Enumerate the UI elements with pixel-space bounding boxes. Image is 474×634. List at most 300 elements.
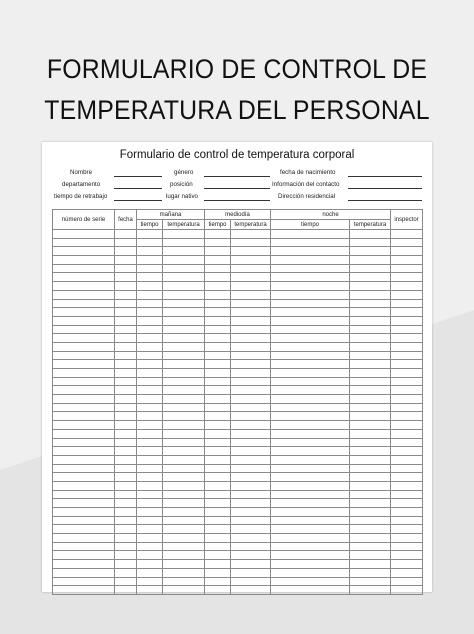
table-cell[interactable] — [350, 438, 391, 447]
table-cell[interactable] — [115, 256, 137, 265]
table-cell[interactable] — [137, 455, 163, 464]
table-cell[interactable] — [115, 360, 137, 369]
table-cell[interactable] — [163, 560, 205, 569]
table-cell[interactable] — [115, 438, 137, 447]
table-cell[interactable] — [205, 542, 231, 551]
table-cell[interactable] — [391, 464, 423, 473]
table-cell[interactable] — [231, 429, 271, 438]
table-cell[interactable] — [350, 568, 391, 577]
table-cell[interactable] — [391, 568, 423, 577]
table-cell[interactable] — [137, 421, 163, 430]
table-cell[interactable] — [137, 534, 163, 543]
field-line-informacion-contacto[interactable] — [348, 188, 422, 189]
table-cell[interactable] — [205, 316, 231, 325]
table-cell[interactable] — [53, 412, 115, 421]
table-cell[interactable] — [53, 473, 115, 482]
table-cell[interactable] — [163, 247, 205, 256]
field-line-posicion[interactable] — [204, 188, 270, 189]
table-cell[interactable] — [137, 438, 163, 447]
table-cell[interactable] — [391, 386, 423, 395]
table-cell[interactable] — [231, 438, 271, 447]
table-cell[interactable] — [391, 342, 423, 351]
table-cell[interactable] — [205, 534, 231, 543]
table-cell[interactable] — [391, 542, 423, 551]
table-cell[interactable] — [271, 395, 350, 404]
table-cell[interactable] — [163, 403, 205, 412]
table-cell[interactable] — [391, 308, 423, 317]
table-cell[interactable] — [115, 499, 137, 508]
table-cell[interactable] — [271, 525, 350, 534]
table-cell[interactable] — [231, 560, 271, 569]
table-cell[interactable] — [271, 508, 350, 517]
field-line-genero[interactable] — [204, 176, 270, 177]
table-cell[interactable] — [350, 560, 391, 569]
table-cell[interactable] — [391, 499, 423, 508]
table-cell[interactable] — [350, 334, 391, 343]
table-cell[interactable] — [137, 351, 163, 360]
table-cell[interactable] — [350, 412, 391, 421]
table-cell[interactable] — [53, 586, 115, 595]
table-cell[interactable] — [231, 282, 271, 291]
table-cell[interactable] — [115, 473, 137, 482]
table-cell[interactable] — [231, 299, 271, 308]
table-cell[interactable] — [137, 282, 163, 291]
table-cell[interactable] — [350, 247, 391, 256]
table-cell[interactable] — [53, 325, 115, 334]
table-cell[interactable] — [163, 351, 205, 360]
table-cell[interactable] — [205, 490, 231, 499]
table-cell[interactable] — [231, 403, 271, 412]
table-cell[interactable] — [163, 568, 205, 577]
table-cell[interactable] — [115, 334, 137, 343]
table-cell[interactable] — [53, 290, 115, 299]
table-cell[interactable] — [391, 481, 423, 490]
table-cell[interactable] — [231, 230, 271, 239]
table-cell[interactable] — [163, 516, 205, 525]
table-cell[interactable] — [137, 542, 163, 551]
table-cell[interactable] — [350, 551, 391, 560]
table-cell[interactable] — [350, 273, 391, 282]
table-cell[interactable] — [115, 525, 137, 534]
table-cell[interactable] — [231, 369, 271, 378]
table-cell[interactable] — [137, 403, 163, 412]
table-cell[interactable] — [271, 542, 350, 551]
table-cell[interactable] — [115, 560, 137, 569]
table-cell[interactable] — [163, 438, 205, 447]
table-cell[interactable] — [205, 282, 231, 291]
table-cell[interactable] — [115, 377, 137, 386]
table-cell[interactable] — [163, 386, 205, 395]
table-cell[interactable] — [115, 421, 137, 430]
table-cell[interactable] — [350, 455, 391, 464]
field-line-departamento[interactable] — [114, 188, 162, 189]
table-cell[interactable] — [115, 308, 137, 317]
table-cell[interactable] — [391, 586, 423, 595]
table-cell[interactable] — [391, 377, 423, 386]
table-cell[interactable] — [53, 516, 115, 525]
table-cell[interactable] — [391, 264, 423, 273]
table-cell[interactable] — [350, 238, 391, 247]
table-cell[interactable] — [53, 403, 115, 412]
table-cell[interactable] — [163, 308, 205, 317]
table-cell[interactable] — [231, 551, 271, 560]
table-cell[interactable] — [115, 542, 137, 551]
table-cell[interactable] — [350, 230, 391, 239]
table-cell[interactable] — [231, 499, 271, 508]
table-cell[interactable] — [115, 369, 137, 378]
table-cell[interactable] — [391, 455, 423, 464]
table-cell[interactable] — [137, 516, 163, 525]
table-cell[interactable] — [115, 351, 137, 360]
table-cell[interactable] — [163, 499, 205, 508]
table-cell[interactable] — [350, 308, 391, 317]
table-cell[interactable] — [271, 264, 350, 273]
table-cell[interactable] — [163, 490, 205, 499]
table-cell[interactable] — [391, 508, 423, 517]
table-cell[interactable] — [271, 586, 350, 595]
table-cell[interactable] — [163, 334, 205, 343]
table-cell[interactable] — [271, 438, 350, 447]
field-line-direccion-residencial[interactable] — [348, 200, 422, 201]
table-cell[interactable] — [163, 447, 205, 456]
table-cell[interactable] — [137, 334, 163, 343]
table-cell[interactable] — [271, 325, 350, 334]
table-cell[interactable] — [205, 516, 231, 525]
table-cell[interactable] — [163, 455, 205, 464]
table-cell[interactable] — [115, 481, 137, 490]
table-cell[interactable] — [163, 473, 205, 482]
table-cell[interactable] — [137, 360, 163, 369]
table-cell[interactable] — [53, 447, 115, 456]
table-cell[interactable] — [137, 316, 163, 325]
field-line-fecha-nacimiento[interactable] — [348, 176, 422, 177]
table-cell[interactable] — [163, 395, 205, 404]
table-cell[interactable] — [205, 334, 231, 343]
table-cell[interactable] — [231, 516, 271, 525]
table-cell[interactable] — [391, 273, 423, 282]
table-cell[interactable] — [271, 238, 350, 247]
table-cell[interactable] — [53, 247, 115, 256]
table-cell[interactable] — [137, 508, 163, 517]
table-cell[interactable] — [53, 551, 115, 560]
table-cell[interactable] — [350, 490, 391, 499]
table-cell[interactable] — [350, 395, 391, 404]
table-cell[interactable] — [115, 342, 137, 351]
table-cell[interactable] — [115, 429, 137, 438]
table-cell[interactable] — [231, 316, 271, 325]
table-cell[interactable] — [163, 369, 205, 378]
table-cell[interactable] — [137, 525, 163, 534]
table-cell[interactable] — [163, 464, 205, 473]
table-cell[interactable] — [271, 299, 350, 308]
table-cell[interactable] — [53, 386, 115, 395]
table-cell[interactable] — [53, 464, 115, 473]
table-cell[interactable] — [231, 247, 271, 256]
table-cell[interactable] — [137, 429, 163, 438]
field-line-nombre[interactable] — [114, 176, 162, 177]
table-cell[interactable] — [271, 403, 350, 412]
table-cell[interactable] — [391, 403, 423, 412]
table-cell[interactable] — [115, 586, 137, 595]
table-cell[interactable] — [205, 308, 231, 317]
table-cell[interactable] — [271, 568, 350, 577]
table-cell[interactable] — [53, 360, 115, 369]
table-cell[interactable] — [137, 238, 163, 247]
table-cell[interactable] — [137, 412, 163, 421]
table-cell[interactable] — [163, 316, 205, 325]
table-cell[interactable] — [163, 542, 205, 551]
table-cell[interactable] — [391, 256, 423, 265]
table-cell[interactable] — [391, 560, 423, 569]
table-cell[interactable] — [350, 473, 391, 482]
table-cell[interactable] — [205, 412, 231, 421]
table-cell[interactable] — [53, 308, 115, 317]
table-cell[interactable] — [271, 351, 350, 360]
table-cell[interactable] — [163, 256, 205, 265]
table-cell[interactable] — [271, 534, 350, 543]
table-cell[interactable] — [231, 386, 271, 395]
field-line-tiempo-retrabajo[interactable] — [114, 200, 162, 201]
table-cell[interactable] — [350, 447, 391, 456]
table-cell[interactable] — [137, 299, 163, 308]
table-cell[interactable] — [53, 282, 115, 291]
table-cell[interactable] — [391, 516, 423, 525]
table-cell[interactable] — [53, 369, 115, 378]
table-cell[interactable] — [391, 325, 423, 334]
table-cell[interactable] — [53, 395, 115, 404]
table-cell[interactable] — [205, 560, 231, 569]
table-cell[interactable] — [391, 238, 423, 247]
table-cell[interactable] — [391, 551, 423, 560]
table-cell[interactable] — [137, 481, 163, 490]
table-cell[interactable] — [271, 377, 350, 386]
table-cell[interactable] — [53, 421, 115, 430]
table-cell[interactable] — [137, 247, 163, 256]
table-cell[interactable] — [231, 481, 271, 490]
table-cell[interactable] — [391, 247, 423, 256]
table-cell[interactable] — [115, 325, 137, 334]
table-cell[interactable] — [53, 534, 115, 543]
table-cell[interactable] — [115, 490, 137, 499]
table-cell[interactable] — [53, 577, 115, 586]
table-cell[interactable] — [137, 568, 163, 577]
table-cell[interactable] — [391, 473, 423, 482]
table-cell[interactable] — [53, 334, 115, 343]
table-cell[interactable] — [115, 386, 137, 395]
table-cell[interactable] — [137, 586, 163, 595]
table-cell[interactable] — [350, 290, 391, 299]
table-cell[interactable] — [137, 560, 163, 569]
table-cell[interactable] — [231, 256, 271, 265]
table-cell[interactable] — [163, 429, 205, 438]
table-cell[interactable] — [205, 256, 231, 265]
table-cell[interactable] — [231, 508, 271, 517]
table-cell[interactable] — [205, 369, 231, 378]
table-cell[interactable] — [350, 586, 391, 595]
table-cell[interactable] — [205, 342, 231, 351]
table-cell[interactable] — [231, 238, 271, 247]
table-cell[interactable] — [205, 473, 231, 482]
table-cell[interactable] — [205, 438, 231, 447]
table-cell[interactable] — [391, 316, 423, 325]
table-cell[interactable] — [350, 377, 391, 386]
table-cell[interactable] — [163, 534, 205, 543]
table-cell[interactable] — [205, 403, 231, 412]
table-cell[interactable] — [391, 334, 423, 343]
table-cell[interactable] — [205, 455, 231, 464]
table-cell[interactable] — [205, 325, 231, 334]
table-cell[interactable] — [115, 299, 137, 308]
table-cell[interactable] — [53, 273, 115, 282]
table-cell[interactable] — [163, 264, 205, 273]
table-cell[interactable] — [163, 360, 205, 369]
table-cell[interactable] — [350, 386, 391, 395]
table-cell[interactable] — [115, 395, 137, 404]
table-cell[interactable] — [350, 299, 391, 308]
table-cell[interactable] — [231, 534, 271, 543]
table-cell[interactable] — [350, 351, 391, 360]
table-cell[interactable] — [271, 455, 350, 464]
table-cell[interactable] — [163, 325, 205, 334]
table-cell[interactable] — [163, 412, 205, 421]
table-cell[interactable] — [271, 516, 350, 525]
table-cell[interactable] — [231, 577, 271, 586]
table-cell[interactable] — [205, 447, 231, 456]
table-cell[interactable] — [350, 342, 391, 351]
table-cell[interactable] — [205, 386, 231, 395]
table-cell[interactable] — [205, 429, 231, 438]
table-cell[interactable] — [205, 395, 231, 404]
table-cell[interactable] — [350, 464, 391, 473]
table-cell[interactable] — [350, 525, 391, 534]
table-cell[interactable] — [137, 499, 163, 508]
table-cell[interactable] — [350, 508, 391, 517]
table-cell[interactable] — [391, 395, 423, 404]
table-cell[interactable] — [205, 377, 231, 386]
table-cell[interactable] — [350, 403, 391, 412]
table-cell[interactable] — [271, 230, 350, 239]
table-cell[interactable] — [163, 551, 205, 560]
table-cell[interactable] — [115, 412, 137, 421]
table-cell[interactable] — [115, 577, 137, 586]
table-cell[interactable] — [350, 542, 391, 551]
table-cell[interactable] — [271, 308, 350, 317]
table-cell[interactable] — [205, 568, 231, 577]
table-cell[interactable] — [350, 282, 391, 291]
table-cell[interactable] — [53, 316, 115, 325]
table-cell[interactable] — [205, 525, 231, 534]
table-cell[interactable] — [231, 395, 271, 404]
table-cell[interactable] — [53, 455, 115, 464]
table-cell[interactable] — [115, 403, 137, 412]
table-cell[interactable] — [231, 273, 271, 282]
table-cell[interactable] — [271, 447, 350, 456]
table-cell[interactable] — [271, 360, 350, 369]
table-cell[interactable] — [115, 273, 137, 282]
table-cell[interactable] — [163, 508, 205, 517]
table-cell[interactable] — [115, 264, 137, 273]
table-cell[interactable] — [231, 464, 271, 473]
table-cell[interactable] — [205, 351, 231, 360]
table-cell[interactable] — [205, 247, 231, 256]
table-cell[interactable] — [137, 551, 163, 560]
table-cell[interactable] — [163, 577, 205, 586]
table-cell[interactable] — [271, 342, 350, 351]
table-cell[interactable] — [115, 247, 137, 256]
table-cell[interactable] — [137, 342, 163, 351]
table-cell[interactable] — [53, 377, 115, 386]
table-cell[interactable] — [115, 516, 137, 525]
table-cell[interactable] — [391, 360, 423, 369]
table-cell[interactable] — [231, 264, 271, 273]
table-cell[interactable] — [137, 464, 163, 473]
table-cell[interactable] — [53, 256, 115, 265]
table-cell[interactable] — [163, 525, 205, 534]
table-cell[interactable] — [205, 577, 231, 586]
table-cell[interactable] — [137, 395, 163, 404]
table-cell[interactable] — [205, 508, 231, 517]
table-cell[interactable] — [137, 577, 163, 586]
table-cell[interactable] — [115, 508, 137, 517]
table-cell[interactable] — [271, 412, 350, 421]
table-cell[interactable] — [137, 447, 163, 456]
table-cell[interactable] — [350, 499, 391, 508]
table-cell[interactable] — [391, 534, 423, 543]
table-cell[interactable] — [53, 560, 115, 569]
table-cell[interactable] — [391, 447, 423, 456]
table-cell[interactable] — [163, 342, 205, 351]
table-cell[interactable] — [231, 586, 271, 595]
table-cell[interactable] — [115, 238, 137, 247]
table-cell[interactable] — [137, 308, 163, 317]
table-cell[interactable] — [205, 230, 231, 239]
table-cell[interactable] — [163, 421, 205, 430]
table-cell[interactable] — [115, 447, 137, 456]
table-cell[interactable] — [391, 525, 423, 534]
table-cell[interactable] — [350, 360, 391, 369]
table-cell[interactable] — [391, 412, 423, 421]
table-cell[interactable] — [271, 369, 350, 378]
table-cell[interactable] — [391, 421, 423, 430]
table-cell[interactable] — [391, 429, 423, 438]
table-cell[interactable] — [271, 247, 350, 256]
table-cell[interactable] — [231, 568, 271, 577]
table-cell[interactable] — [350, 325, 391, 334]
table-cell[interactable] — [350, 534, 391, 543]
table-cell[interactable] — [205, 264, 231, 273]
table-cell[interactable] — [137, 230, 163, 239]
table-cell[interactable] — [205, 499, 231, 508]
table-cell[interactable] — [350, 481, 391, 490]
table-cell[interactable] — [271, 386, 350, 395]
table-cell[interactable] — [53, 230, 115, 239]
table-cell[interactable] — [115, 230, 137, 239]
table-cell[interactable] — [271, 273, 350, 282]
field-line-lugar-nativo[interactable] — [204, 200, 270, 201]
table-cell[interactable] — [163, 299, 205, 308]
table-cell[interactable] — [53, 508, 115, 517]
table-cell[interactable] — [271, 577, 350, 586]
table-cell[interactable] — [391, 299, 423, 308]
table-cell[interactable] — [53, 525, 115, 534]
table-cell[interactable] — [231, 290, 271, 299]
table-cell[interactable] — [163, 238, 205, 247]
table-cell[interactable] — [391, 577, 423, 586]
table-cell[interactable] — [391, 282, 423, 291]
table-cell[interactable] — [137, 386, 163, 395]
table-cell[interactable] — [137, 325, 163, 334]
table-cell[interactable] — [137, 256, 163, 265]
